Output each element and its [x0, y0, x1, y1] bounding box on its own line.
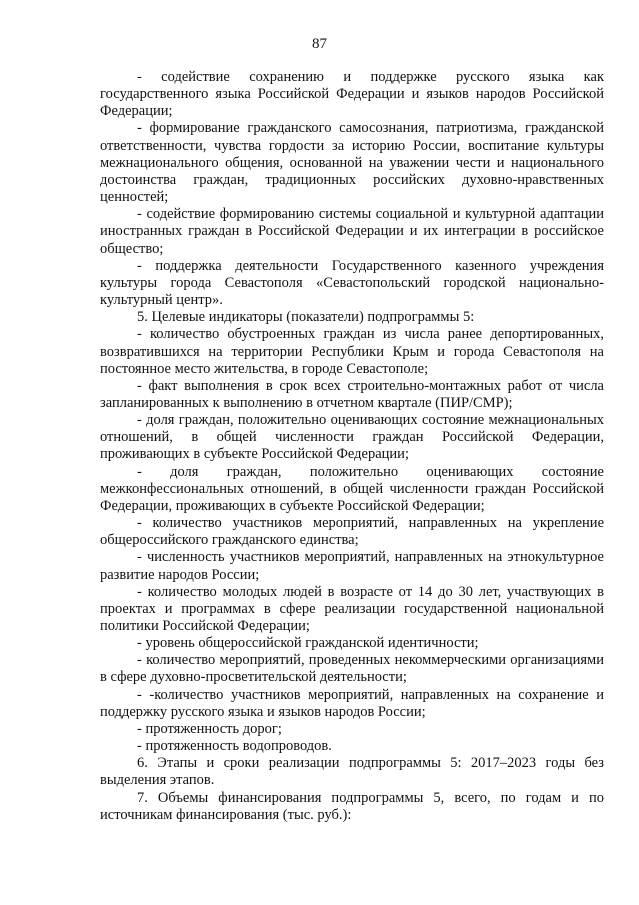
section-stages-and-terms: 6. Этапы и сроки реализации подпрограммы 5: 2017–2023 годы без выделения этапов.: [100, 755, 604, 789]
section-heading-target-indicators: 5. Целевые индикаторы (показатели) подпрограммы 5:: [137, 309, 475, 326]
document-body: [100, 69, 604, 824]
paragraph-civic-identity: - формирование гражданского самосознания, патриотизма, гражданской ответственности, чувства гордости за историю России, воспитание культуры межнационального общения, основанной на уважении чести и национального достоинства граждан, традиционных российских духовно-нравственных ценностей;: [100, 120, 604, 206]
indicator-unity-event-participants: - количество участников мероприятий, направленных на укрепление общероссийского гражданского единства;: [100, 515, 604, 549]
indicator-water-pipeline-length: - протяженность водопроводов.: [137, 738, 332, 755]
page-number: 87: [312, 36, 327, 52]
section-funding-volumes: 7. Объемы финансирования подпрограммы 5, всего, по годам и по источникам финансирования (тыс. руб.):: [100, 789, 604, 823]
indicator-youth-participants: - количество молодых людей в возрасте от 14 до 30 лет, участвующих в проектах и программах в сфере реализации государственной национальной политики Российской Федерации;: [100, 583, 604, 634]
indicator-resettled-citizens: - количество обустроенных граждан из числа ранее депортированных, возвратившихся на территории Республики Крым и города Севастополя на постоянное место жительства, в городе Севастополе;: [100, 326, 604, 377]
indicator-ngo-events: - количество мероприятий, проведенных некоммерческими организациями в сфере духовно-просветительской деятельности;: [100, 652, 604, 686]
indicator-interethnic-relations: - доля граждан, положительно оценивающих состояние межнациональных отношений, в общей численности граждан Российской Федерации, проживающих в субъекте Российской Федерации;: [100, 412, 604, 463]
indicator-civic-identity-level: - уровень общероссийской гражданской идентичности;: [137, 635, 479, 652]
indicator-road-length: - протяженность дорог;: [137, 720, 282, 737]
indicator-construction-works: - факт выполнения в срок всех строительно-монтажных работ от числа запланированных к выполнению в отчетном квартале (ПИР/СМР);: [100, 377, 604, 411]
paragraph-cultural-center-support: - поддержка деятельности Государственного казенного учреждения культуры города Севастополя «Севастопольский городской национально-культурный центр».: [100, 257, 604, 309]
indicator-interfaith-relations: - доля граждан, положительно оценивающих состояние межконфессиональных отношений, в общей численности граждан Российской Федерации, проживающих в субъекте Российской Федерации;: [100, 463, 604, 514]
indicator-ethnocultural-participants: - численность участников мероприятий, направленных на этнокультурное развитие народов России;: [100, 549, 604, 583]
paragraph-russian-language-support: - содействие сохранению и поддержке русского языка как государственного языка Российской Федерации и языков народов Российской Федерации;: [100, 69, 604, 120]
indicator-language-event-participants: - -количество участников мероприятий, направленных на сохранение и поддержку русского языка и языков народов России;: [100, 686, 604, 720]
paragraph-migrant-adaptation: - содействие формированию системы социальной и культурной адаптации иностранных граждан в Российской Федерации и их интеграции в российское общество;: [100, 206, 604, 257]
